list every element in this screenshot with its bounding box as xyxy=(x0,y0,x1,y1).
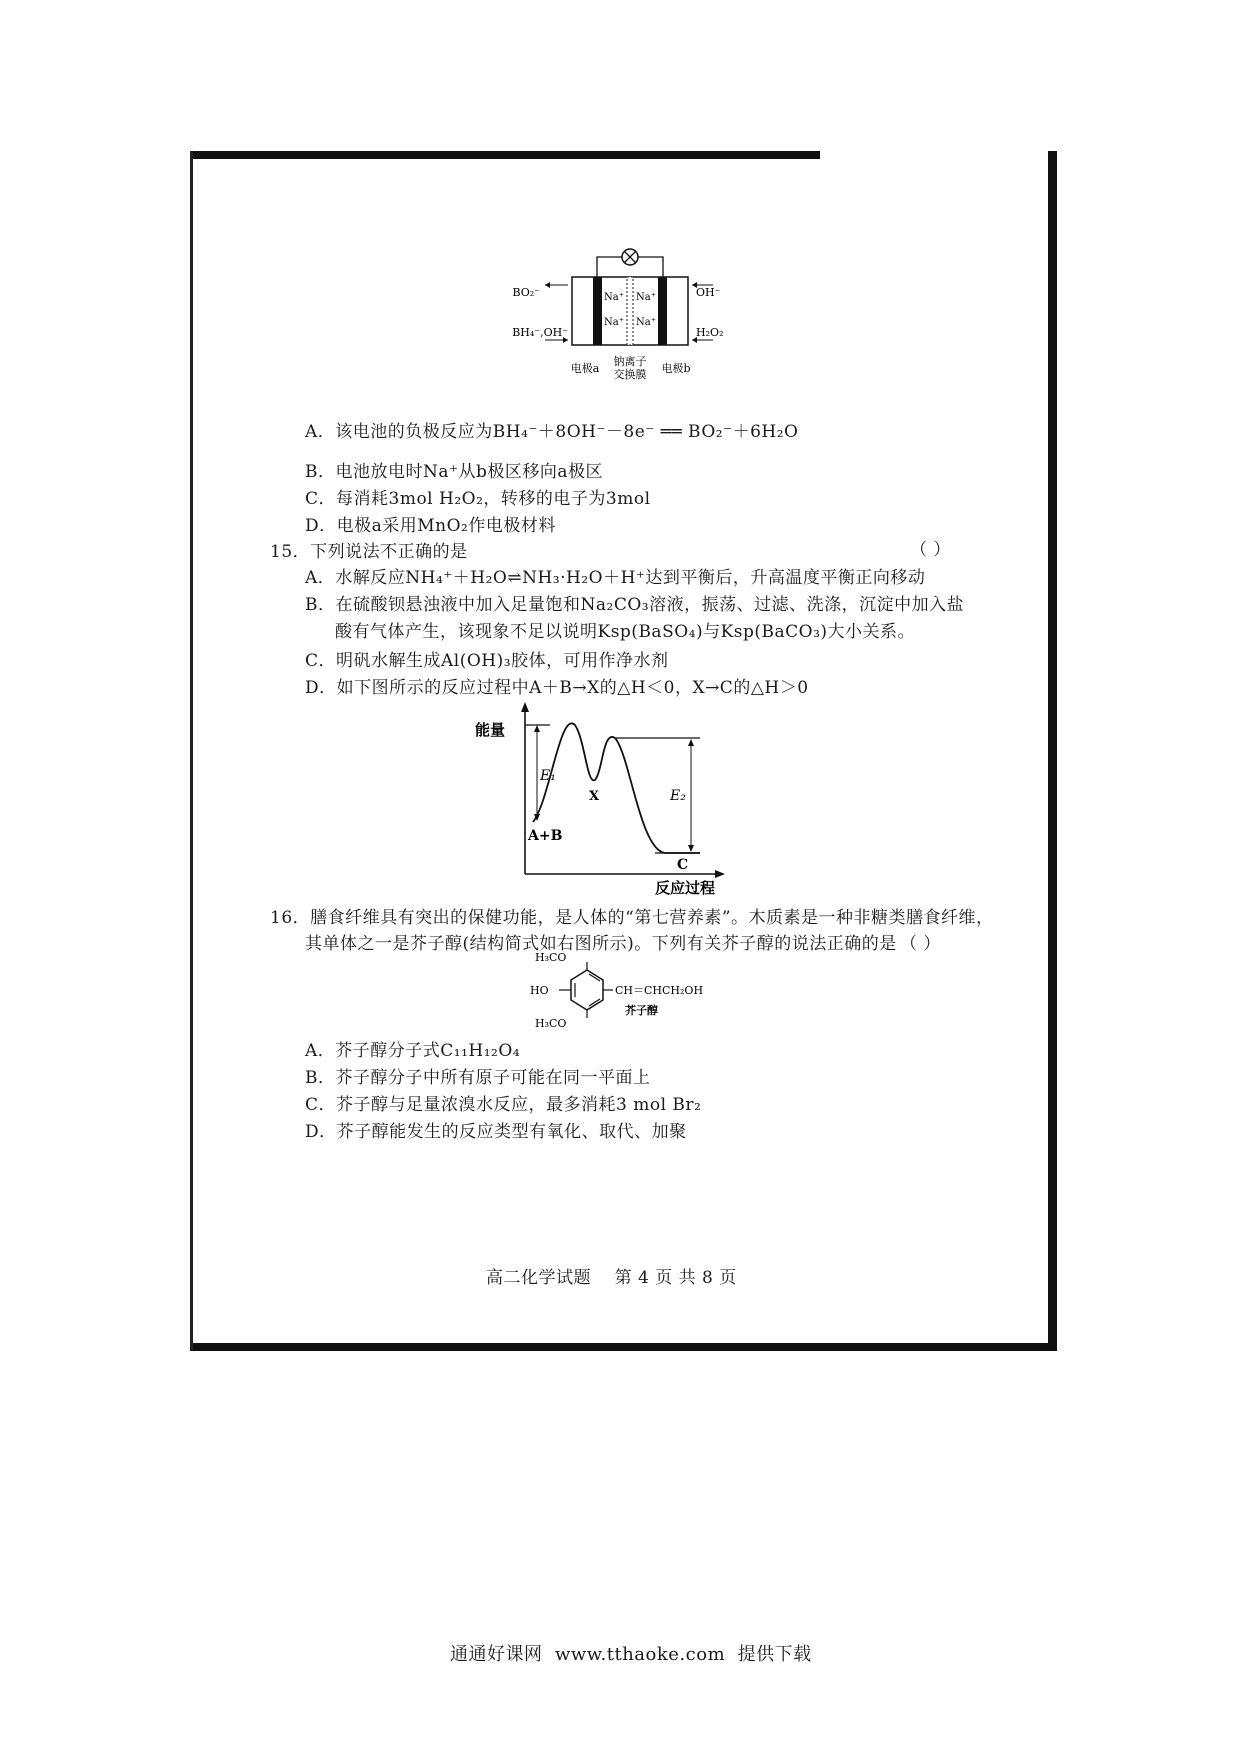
electrode-a xyxy=(593,277,602,345)
e2-label: E₂ xyxy=(670,788,686,804)
product-label: C xyxy=(677,857,689,873)
q16-stem-line2: 其单体之一是芥子醇(结构简式如右图所示)。下列有关芥子醇的说法正确的是 xyxy=(305,934,897,954)
q14-option-c: C．每消耗3mol H₂O₂，转移的电子为3mol xyxy=(305,489,651,509)
bottom-border xyxy=(190,1343,1057,1351)
na-ion-label: Na⁺ xyxy=(636,292,656,303)
right-border xyxy=(1048,151,1057,1351)
x-axis-label: 反应过程 xyxy=(655,879,716,897)
bottom-methoxy-group: H₃CO xyxy=(535,1017,567,1030)
left-border xyxy=(190,151,193,1351)
energy-diagram xyxy=(455,700,755,900)
q14-option-d: D．电极a采用MnO₂作电极材料 xyxy=(305,516,556,536)
q15-bracket: （ ） xyxy=(910,540,951,560)
electrode-b-label: 电极b xyxy=(661,362,691,375)
watermark-text: 通通好课网 www.tthaoke.com 提供下载 xyxy=(450,1644,812,1665)
q16-option-b: B．芥子醇分子中所有原子可能在同一平面上 xyxy=(305,1068,651,1088)
e1-label: E₁ xyxy=(540,768,556,784)
structure-name: 芥子醇 xyxy=(625,1004,658,1017)
na-ion-label: Na⁺ xyxy=(636,317,656,328)
q14-option-a: A．该电池的负极反应为BH₄⁻＋8OH⁻－8e⁻ ══ BO₂⁻＋6H₂O xyxy=(305,422,799,442)
page-footer: 高二化学试题 第 4 页 共 8 页 xyxy=(486,1268,737,1288)
left-bottom-label: BH₄⁻,OH⁻ xyxy=(512,326,568,339)
q15-option-d: D．如下图所示的反应过程中A＋B→X的△H＜0，X→C的△H＞0 xyxy=(305,678,809,698)
cell-diagram xyxy=(500,240,760,380)
hydroxyl-group: HO xyxy=(530,984,549,997)
q15-option-c: C．明矾水解生成Al(OH)₃胶体，可用作净水剂 xyxy=(305,651,669,671)
na-ion-label: Na⁺ xyxy=(604,317,624,328)
q16-option-a: A．芥子醇分子式C₁₁H₁₂O₄ xyxy=(305,1041,521,1061)
right-top-label: OH⁻ xyxy=(696,286,721,299)
q15-stem: 15．下列说法不正确的是 xyxy=(270,542,468,562)
x-intermediate-label: X xyxy=(589,789,600,804)
q16-option-d: D．芥子醇能发生的反应类型有氧化、取代、加聚 xyxy=(305,1122,687,1142)
na-ion-label: Na⁺ xyxy=(604,292,624,303)
electrode-b xyxy=(658,277,667,345)
q16-stem-line1: 16．膳食纤维具有突出的保健功能，是人体的“第七营养素”。木质素是一种非糖类膳食纤维， xyxy=(270,908,994,928)
q16-bracket: （ ） xyxy=(900,934,941,954)
right-bottom-label: H₂O₂ xyxy=(696,326,724,339)
top-methoxy-group: H₃CO xyxy=(535,951,567,964)
q15-option-a: A．水解反应NH₄⁺＋H₂O⇌NH₃·H₂O＋H⁺达到平衡后，升高温度平衡正向移动 xyxy=(305,568,926,588)
q15-option-b-cont: 酸有气体产生，该现象不足以说明Ksp(BaSO₄)与Ksp(BaCO₃)大小关系。 xyxy=(335,622,916,642)
sinapyl-alcohol-structure xyxy=(525,950,725,1032)
left-top-label: BO₂⁻ xyxy=(512,286,540,299)
top-border xyxy=(190,151,820,159)
q14-option-b: B．电池放电时Na⁺从b极区移向a极区 xyxy=(305,462,603,482)
q15-option-b: B．在硫酸钡悬浊液中加入足量饱和Na₂CO₃溶液，振荡、过滤、洗涤，沉淀中加入盐 xyxy=(305,595,965,615)
membrane-label: 交换膜 xyxy=(613,368,647,380)
y-axis-label: 能量 xyxy=(475,721,506,739)
membrane xyxy=(627,277,633,345)
side-chain: CH＝CHCH₂OH xyxy=(615,984,704,997)
reactants-label: A+B xyxy=(528,828,563,844)
electrode-a-label: 电极a xyxy=(570,362,600,375)
q16-option-c: C．芥子醇与足量浓溴水反应，最多消耗3 mol Br₂ xyxy=(305,1095,702,1115)
membrane-label: 钠离子 xyxy=(613,355,647,368)
